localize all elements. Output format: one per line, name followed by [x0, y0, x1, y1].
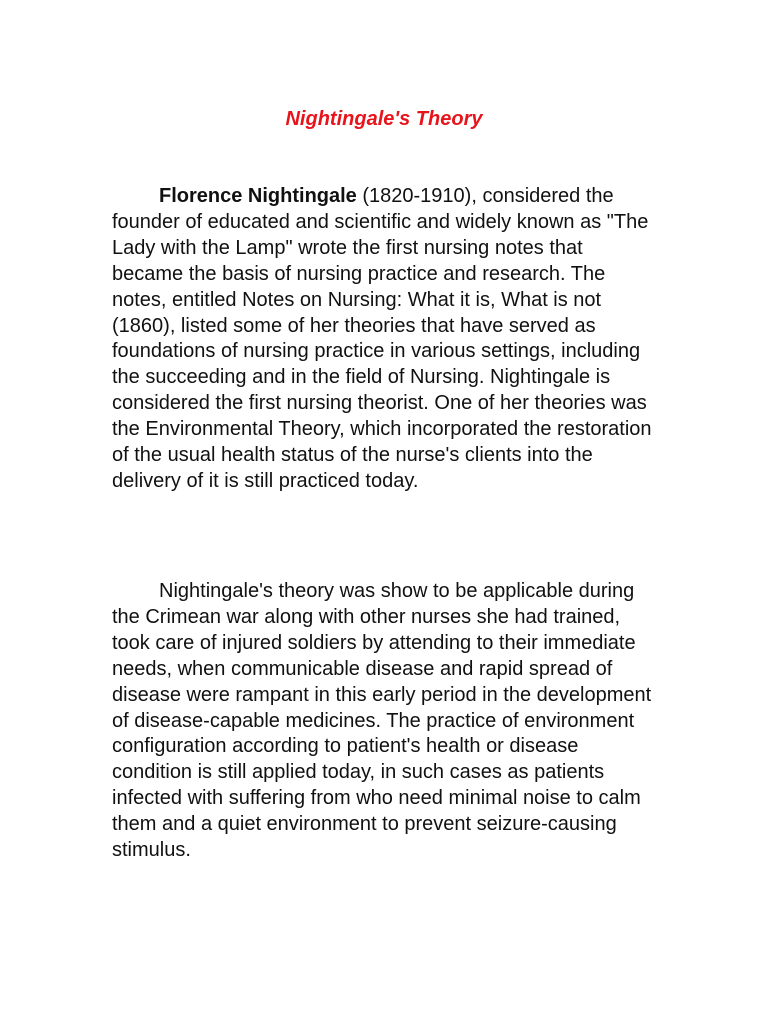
paragraph-1 — [112, 184, 652, 495]
paragraph-2: Nightingale's theory was show to be applicable during the Crimean war along with other nurses she had trained, took care of injured soldiers by attending to their immediate needs, when communicable disease and rapid spread of disease were rampant in this early period in the development of disease-capable medicines. The practice of environment configuration according to patient's health or disease condition is still applied today, in such cases as patients infected with suffering from who need minimal noise to calm them and a quiet environment to prevent seizure-causing stimulus. — [112, 580, 652, 862]
paragraph-1-lead: Florence Nightingale — [159, 185, 357, 207]
document-title: Nightingale's Theory — [285, 108, 483, 130]
paragraph-1-body: (1820-1910), considered the founder of educated and scientific and widely known as "The Lady with the Lamp" wrote the first nursing notes that became the basis of nursing practice and research. The notes, entitled Notes on Nursing: What it is, What is not (1860), listed some of her theories that have served as foundations of nursing practice in various settings, including the succeeding and in the field of Nursing. Nightingale is considered the first nursing theorist. One of her theories was the Environmental Theory, which incorporated the restoration of the usual health status of the nurse's clients into the delivery of it is still practiced today. — [112, 185, 652, 492]
